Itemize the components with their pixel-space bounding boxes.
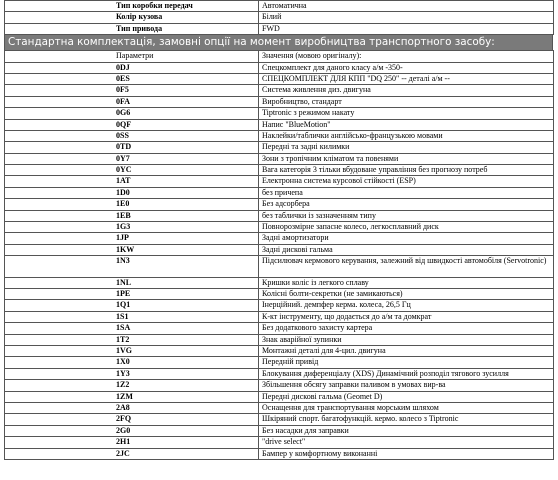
option-description: СПЕЦКОМПЛЕКТ ДЛЯ КПП "DQ 250" -- деталі а/м -- [259,73,554,84]
option-code: 1G3 [5,222,259,233]
column-header-values: Значення (мовою оригіналу): [259,51,554,62]
summary-label: Колір кузова [5,12,259,23]
option-row [5,323,554,334]
option-description: Зони з тропічним кліматом та повенями [259,153,554,164]
option-code: 2G0 [5,425,259,436]
option-row [5,187,554,198]
option-description: Без адсорбера [259,199,554,210]
option-row [5,368,554,379]
option-row [5,244,554,255]
option-description: Знак аварійної зупинки [259,334,554,345]
option-code: 1VG [5,346,259,357]
option-code: 1Q1 [5,300,259,311]
option-row [5,300,554,311]
option-description: Система живлення диз. двигуна [259,85,554,96]
option-description: Вага категорія 3 тільки вбудоване управління без прогнозу потреб [259,165,554,176]
options-table [4,50,554,460]
option-description: Наклейки/таблички англійсько-французькою мовами [259,130,554,141]
option-code: 0ES [5,73,259,84]
option-row [5,176,554,187]
option-description: Передні дискові гальма (Geomet D) [259,391,554,402]
vehicle-summary-table [4,0,554,35]
option-row [5,357,554,368]
option-row [5,380,554,391]
option-description: "drive select" [259,437,554,448]
option-description: Повнорозмірне запасне колесо, легкосплавний диск [259,222,554,233]
option-description: Шкіряний спорт. багатофункцій. кермо. колесо з Tiptronic [259,414,554,425]
option-row [5,130,554,141]
option-code: 2A8 [5,403,259,414]
option-description: Tiptronic з режимом накату [259,108,554,119]
summary-label: Тип привода [5,23,259,34]
option-row [5,289,554,300]
option-code: 1Z2 [5,380,259,391]
option-description: Без додаткового захисту картера [259,323,554,334]
option-code: 0DJ [5,62,259,73]
option-code: 2H1 [5,437,259,448]
summary-value: Білий [259,12,554,23]
option-code: 1JP [5,233,259,244]
option-description: Електронна система курсової стійкості (ESP) [259,176,554,187]
option-code: 1T2 [5,334,259,345]
option-description: без причепа [259,187,554,198]
option-description: Оснащення для транспортування морським шляхом [259,403,554,414]
option-description: Блокування диференціалу (XDS) Динамічний розподіл тягового зусилля [259,368,554,379]
option-row [5,403,554,414]
option-description: Виробництво, стандарт [259,96,554,107]
summary-row [5,23,554,34]
options-header-row [5,51,554,62]
option-code: 1KW [5,244,259,255]
option-row [5,414,554,425]
option-description: Напис "BlueMotion" [259,119,554,130]
option-row [5,153,554,164]
option-row [5,108,554,119]
option-description: Кришки коліс із легкого сплаву [259,277,554,288]
option-code: 1E0 [5,199,259,210]
option-row [5,210,554,221]
option-code: 0Y7 [5,153,259,164]
option-row [5,62,554,73]
option-description: Без насадки для заправки [259,425,554,436]
option-code: 1PE [5,289,259,300]
option-code: 0F5 [5,85,259,96]
summary-row [5,12,554,23]
option-row [5,233,554,244]
option-row [5,199,554,210]
option-code: 1ZM [5,391,259,402]
section-title: Стандартна комплектація, замовні опції на момент виробництва транспортного засобу: [4,35,553,50]
option-description: Колісні болти-секретки (не замикаються) [259,289,554,300]
column-header-parameters: Параметри [5,51,259,62]
option-row [5,425,554,436]
option-row [5,142,554,153]
option-code: 1X0 [5,357,259,368]
option-code: 1D0 [5,187,259,198]
option-row [5,85,554,96]
option-row [5,165,554,176]
option-description: Збільшення обсягу заправки паливом в умовах вир-ва [259,380,554,391]
option-row [5,277,554,288]
option-description: Підсилювач кермового керування, залежний від швидкості автомобіля (Servotronic) [259,256,554,278]
option-description: К-кт інструменту, що додається до а/м та домкрат [259,311,554,322]
option-description: Інерційний. демпфер керма. колеса, 26,5 Гц [259,300,554,311]
summary-value: FWD [259,23,554,34]
option-row [5,222,554,233]
option-row [5,391,554,402]
summary-row [5,1,554,12]
options-sheet [4,0,553,460]
option-description: Передні та задні килимки [259,142,554,153]
option-code: 0G6 [5,108,259,119]
option-code: 0FA [5,96,259,107]
option-description: без таблички із зазначенням типу [259,210,554,221]
option-code: 1SA [5,323,259,334]
option-code: 2FQ [5,414,259,425]
option-row [5,334,554,345]
option-description: Передній привід [259,357,554,368]
option-code: 0TD [5,142,259,153]
option-row [5,346,554,357]
summary-label: Тип коробки передач [5,1,259,12]
option-description: Задні амортизатори [259,233,554,244]
option-row [5,311,554,322]
option-code: 0SS [5,130,259,141]
option-row [5,448,554,459]
option-row [5,256,554,278]
option-code: 0YC [5,165,259,176]
option-row [5,96,554,107]
option-code: 1S1 [5,311,259,322]
option-description: Задні дискові гальма [259,244,554,255]
option-code: 0QF [5,119,259,130]
option-row [5,119,554,130]
option-code: 2JC [5,448,259,459]
option-code: 1N3 [5,256,259,278]
option-row [5,437,554,448]
summary-value: Автоматична [259,1,554,12]
option-row [5,73,554,84]
option-description: Монтажні деталі для 4-цил. двигуна [259,346,554,357]
option-description: Бампер у комфортному виконанні [259,448,554,459]
option-code: 1NL [5,277,259,288]
option-code: 1EB [5,210,259,221]
option-code: 1AT [5,176,259,187]
option-description: Спецкомплект для даного класу а/м -350- [259,62,554,73]
option-code: 1Y3 [5,368,259,379]
